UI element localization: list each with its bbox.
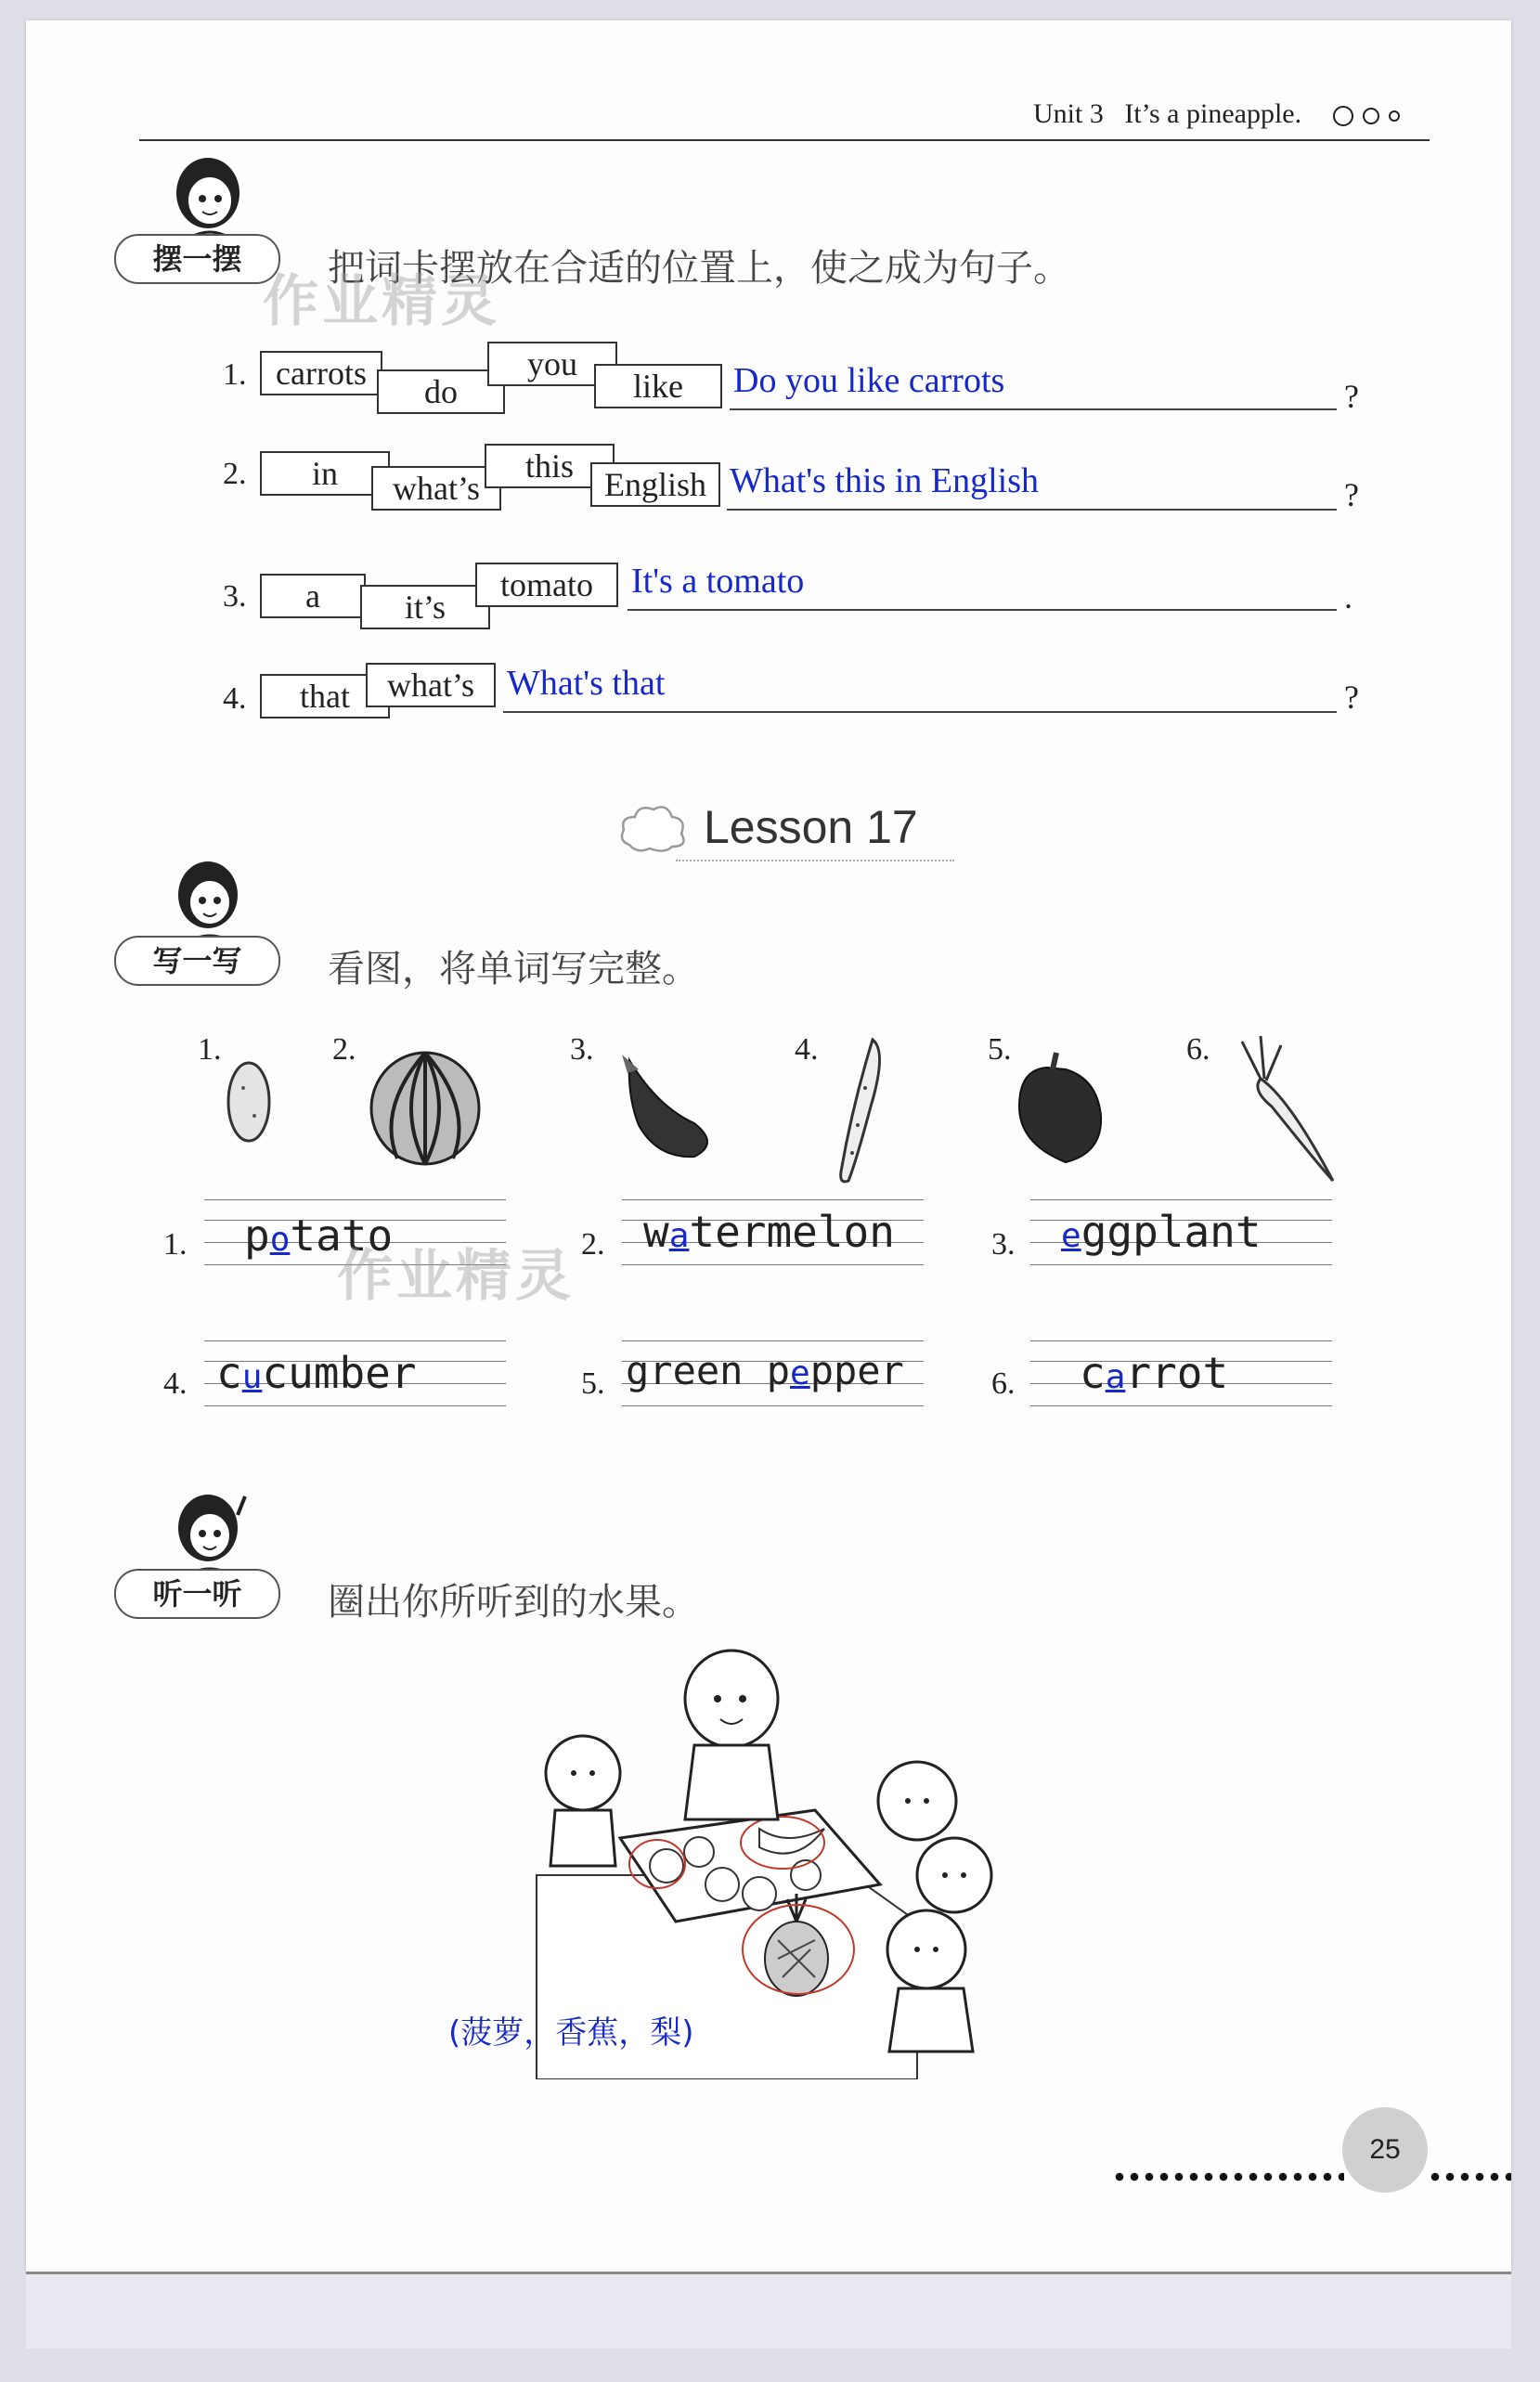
word-number: 1. [163,1227,188,1262]
word-card[interactable]: tomato [475,563,618,607]
item-number: 3. [223,579,247,614]
watermark: 作业精灵 [337,1244,575,1309]
word-number: 4. [163,1366,188,1401]
answer-line [503,711,1337,713]
watermelon-icon [360,1042,490,1172]
page-number: 25 [1342,2107,1428,2193]
header-dots [1333,106,1409,126]
picture-number: 6. [1186,1032,1210,1067]
word-watermelon: watermelon [643,1207,895,1257]
word-card[interactable]: what’s [366,663,496,707]
eggplant-icon [602,1042,722,1162]
word-cucumber: cucumber [216,1348,417,1398]
header-rule [139,139,1430,141]
word-number: 2. [581,1227,605,1262]
answer-line [727,509,1337,511]
word-card[interactable]: it’s [360,585,490,629]
word-card[interactable]: this [485,444,615,488]
word-card[interactable]: that [260,674,390,718]
workbook-page [26,20,1511,2272]
section-tag-write: 写一写 [114,936,280,986]
word-card[interactable]: what’s [371,466,501,511]
end-punct: ? [1344,378,1359,415]
cloud-icon [616,798,691,858]
lesson-title: Lesson 17 [704,801,918,853]
word-card[interactable]: you [487,342,617,386]
word-potato: potato [244,1210,394,1261]
word-card[interactable]: a [260,574,366,618]
word-card[interactable]: carrots [260,351,382,395]
answer-caption[interactable]: (菠萝，香蕉，梨) [448,2014,694,2052]
picture-number: 3. [570,1032,594,1067]
picture-number: 2. [332,1032,356,1067]
word-number: 6. [991,1366,1016,1401]
answer-text[interactable]: What's that [507,664,666,703]
page-bottom-edge [26,2272,1511,2349]
item-number: 2. [223,457,247,491]
answer-line [730,408,1337,410]
footer-dots-right [1428,2171,1511,2182]
cucumber-icon [815,1032,899,1190]
answer-line [628,609,1337,611]
carrot-icon [1223,1032,1353,1190]
end-punct: ? [1344,679,1359,716]
instruction-write: 看图，将单词写完整。 [328,948,699,990]
item-number: 1. [223,357,247,392]
section-tag-listen: 听一听 [114,1569,280,1619]
word-carrot: carrot [1080,1348,1229,1398]
picture-number: 1. [198,1032,222,1067]
footer-dots-left [1112,2171,1344,2182]
answer-text[interactable]: It's a tomato [631,562,805,601]
word-card[interactable]: do [377,369,505,414]
page-header [1033,98,1301,130]
instruction-arrange: 把词卡摆放在合适的位置上，使之成为句子。 [328,247,1070,290]
watermark: 作业精灵 [263,269,500,334]
word-eggplant: eggplant [1061,1207,1262,1257]
instruction-listen: 圈出你所听到的水果。 [328,1581,699,1624]
section-tag-arrange: 摆一摆 [114,234,280,284]
word-green-pepper: green pepper [626,1348,904,1393]
picture-number: 4. [795,1032,819,1067]
picture-number: 5. [988,1032,1012,1067]
answer-text[interactable]: What's this in English [730,461,1040,500]
unit-title: It’s a pineapple. [1124,98,1302,129]
green-pepper-icon [1001,1051,1112,1172]
word-card[interactable]: like [594,364,722,408]
potato-icon [212,1051,286,1153]
item-number: 4. [223,681,247,716]
unit-label: Unit 3 [1033,98,1104,129]
word-card[interactable]: English [590,462,720,507]
word-card[interactable]: in [260,451,390,496]
answer-text[interactable]: Do you like carrots [733,361,1005,400]
word-number: 5. [581,1366,605,1401]
lesson-underline [676,860,954,861]
word-number: 3. [991,1227,1016,1262]
end-punct: ? [1344,476,1359,513]
end-punct: . [1344,578,1352,615]
